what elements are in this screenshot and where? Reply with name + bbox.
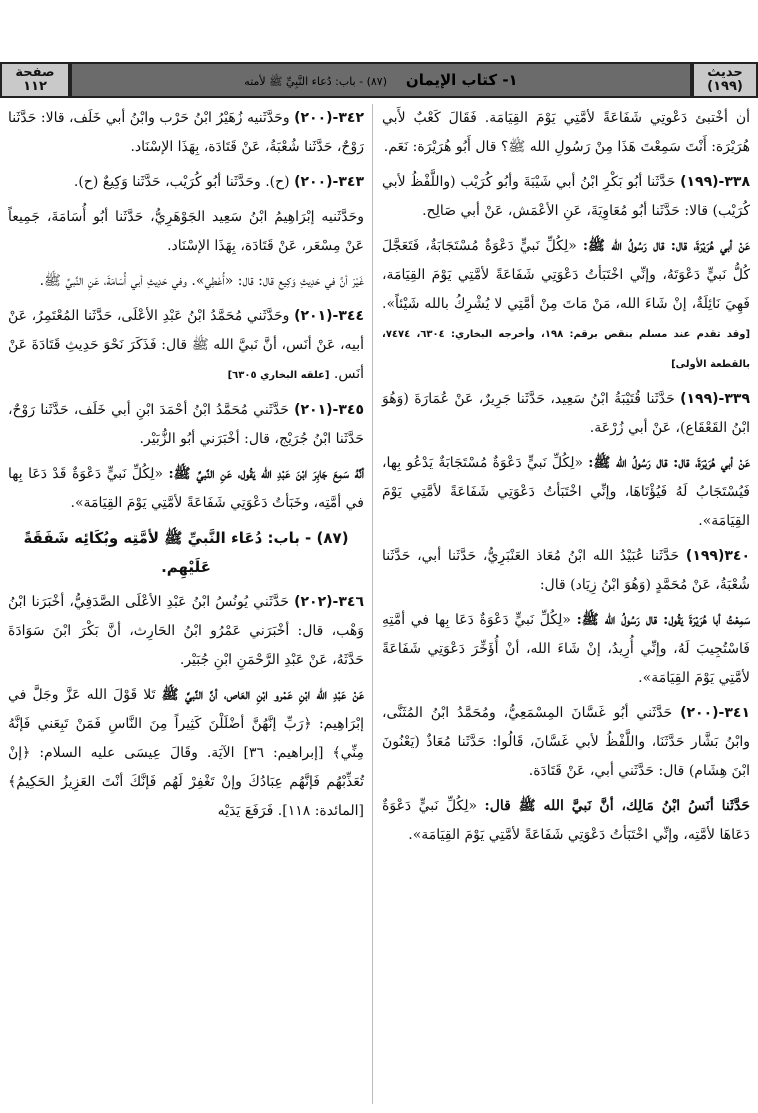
hadith-paragraph — [382, 104, 750, 162]
hadith-text: أن أخْتبئ دَعْوتِي شَفَاعَةً لأمَّتِي يَوْمَ القِيَامَة. فَقَالَ كَعْبٌ لأَبي هُرَيْرَة: أَنْتَ سَمِعْتَ هَذَا مِنْ رَسُولِ الله ﷺ؟ قال أَبُو هُرَيْرَة: نَعَم. — [382, 110, 750, 155]
hadith-paragraph — [8, 681, 364, 826]
hadith-text: حَدَّثَنا أبُو بَكْرِ ابْنُ أبي شَيْبَةَ وأبُو كُرَيْب (واللَّفْظُ لأبي كُرَيْب) قالا: حَدَّثَنا أبُو مُعَاوِيَةَ، عَنِ الأعْمَش، عَنْ أبي صَالِح. — [382, 174, 750, 219]
hadith-text: وحَدَّثَني مُحَمَّدُ ابْنُ عَبْدِ الأعْلَى، حَدَّثَنا المُعْتَمِرُ، عَنْ أبيه، عَنْ أنَس، أنَّ نَبيَّ الله ﷺ قال: فَذَكَرَ نَحْوَ حَدِيثِ قَتَادَةَ عَنْ أنَس. — [8, 308, 364, 382]
narrator-line: عَنْ عَبْدِ الله ابْنِ عَمْرو ابْنِ العَاص، أنَّ النَّبيَّ ﷺ — [161, 687, 364, 703]
hadith-paragraph — [8, 168, 364, 197]
hadith-text: حَدَّثَني أبُو غَسَّانَ المِسْمَعِيُّ، ومُحَمَّدُ ابْنُ المُثَنَّى، وابْنُ بَشَّار حَدَّثَنَا، واللَّفْظُ لأبي غَسَّانَ، قَالُوا: حَدَّثَنا مُعَاذٌ (يَعْنُونَ ابْنَ هِشَام) قال: حَدَّثَني أبي، عَنْ قَتَادَة. — [382, 705, 750, 779]
hadith-paragraph — [8, 396, 364, 454]
hadith-text: حَدَّثَني يُونُسُ ابْنُ عَبْدِ الأعْلَى الصَّدَفِيُّ، أخْبَرَنا ابْنُ وَهْب، قال: أخْبَرَني عَمْرُو ابْنُ الحَارِث، أنَّ بَكْرَ ابْنَ سَوَادَةَ حَدَّثَهُ، عَنْ عَبْدِ الرَّحْمَنِ ابْنِ جُبَيْر. — [8, 594, 364, 668]
chapter-title: (٨٧) - باب: دُعاء النَّبِيِّ ﷺ لأمته — [244, 75, 388, 88]
hadith-paragraph — [382, 232, 750, 379]
hadith-paragraph — [382, 542, 750, 600]
running-header — [70, 62, 692, 98]
hadith-text: حَدَّثَني مُحَمَّدُ ابْنُ أحْمَدَ ابْنِ أبي خَلَف، حَدَّثَنا رَوْحٌ، حَدَّثَنا ابْنُ جُرَيْج، قال: أخْبَرَني أبُو الزُّبَيْر. — [8, 402, 364, 447]
hadith-text: «لِكُلِّ نَبيٍّ دَعْوَةٌ قَدْ دَعَا بِها في أمَّتِه، وخَبَأتُ دَعْوَتِي شَفَاعَةً لأمَّتِي يَوْمَ القِيَامَة». — [8, 466, 364, 511]
reference-note: [علقه البخاري ٦٣٠٥] — [227, 370, 330, 381]
hadith-text: غَيْرَ أنَّ في حَدِيثِ وَكِيع قال: قال: «أُعْطِي». وفي حَدِيثِ أبي أُسَامَةَ، عَنِ النَّبيِّ ﷺ. — [39, 273, 364, 289]
hadith-number: ٣٤٦-(٢٠٢) — [294, 594, 365, 610]
narrator-line: عَنْ أبي هُرَيْرَةَ، قال: قال رَسُولُ الله ﷺ: — [582, 238, 750, 254]
hadith-number: ٣٤١-(٢٠٠) — [680, 705, 750, 721]
hadith-paragraph — [8, 302, 364, 390]
hadith-label: حديث — [707, 65, 743, 80]
hadith-number: ٣٤٥-(٢٠١) — [294, 402, 365, 418]
reference-note: [وقد تقدم عند مسلم بنقص برقم: ١٩٨، وأخرجه البخاري: ٦٣٠٤، ٧٤٧٤، بالقطعة الأولى] — [382, 329, 751, 370]
hadith-text: تَلا قَوْلَ الله عَزَّ وجَلَّ في إبْرَاهِيم: ﴿رَبِّ إنَّهُنَّ أضْلَلْنَ كَثِيراً مِنَ النَّاسِ فَمَنْ تَبِعَني فَإنَّهُ مِنِّي﴾ [إبراهيم: ٣٦] الآيَة. وقَالَ عِيسَى عليه السلام: ﴿إنْ تُعَذِّبْهُم فَإنَّهُم عِبَادُكَ وإنْ تَغْفِرْ لَهُم فَإنَّكَ أنْتَ العَزِيزُ الحَكِيمُ﴾ [المائدة: ١١٨]. فَرَفَعَ يَدَيْه — [8, 687, 365, 819]
column-divider — [372, 104, 373, 1104]
hadith-paragraph — [8, 460, 364, 518]
narrator-line: أنَّهُ سَمِعَ جَابِرَ ابْنَ عَبْدِ الله يَقُول، عَنِ النَّبيِّ ﷺ: — [168, 466, 365, 482]
hadith-number: ٣٣٨-(١٩٩) — [680, 174, 750, 190]
hadith-number: ٣٤٠(١٩٩) — [685, 548, 750, 564]
hadith-paragraph — [8, 203, 364, 261]
page-label: صفحة — [15, 65, 55, 80]
hadith-text: «لِكُلِّ نَبيٍّ دَعْوَةٌ مُسْتَجَابَةٌ يَدْعُو بِها، فَيُسْتَجَابُ لَهُ فَيُؤْتَاهَا، وإنِّي اخْتَبَأتُ دَعْوَتِي شَفَاعَةً لأمَّتِي يَوْمَ القِيَامَة». — [382, 455, 750, 529]
page-number: ١١٢ — [23, 79, 47, 94]
hadith-number: ٣٤٤-(٢٠١) — [294, 308, 364, 324]
hadith-text: وحَدَّثَنيه إبْرَاهِيمُ ابْنُ سَعِيد الجَوْهَرِيُّ، حَدَّثَنا أبُو أُسَامَةَ، جَمِيعاً عَنْ مِسْعَر، عَنْ قَتَادَة، بِهَذَا الإسْنَاد. — [8, 209, 364, 254]
hadith-text: (ح). وحَدَّثَنا أبُو كُرَيْب، حَدَّثَنا وَكِيعٌ (ح). — [73, 174, 290, 190]
hadith-paragraph — [382, 168, 750, 226]
hadith-number: ٣٤٢-(٢٠٠) — [294, 110, 365, 126]
left-column — [8, 104, 364, 832]
hadith-text: «لِكُلِّ نَبيٍّ دَعْوَةٌ مُسْتَجَابَةٌ، فَتَعَجَّلَ كُلُّ نَبيٍّ دَعْوَتَهُ، وإنِّي اخْتَبَأتُ دَعْوَتِي شَفَاعَةً لأمَّتِي يَوْمَ القِيَامَة، فَهِيَ نَائِلَةٌ، إنْ شَاءَ الله، مَنْ مَاتَ مِنْ أمَّتِي لا يُشْرِكُ بالله شَيْئاً». — [382, 238, 750, 312]
hadith-paragraph — [8, 267, 364, 296]
hadith-paragraph — [382, 606, 750, 693]
hadith-paragraph — [382, 449, 750, 536]
hadith-number: ٣٣٩-(١٩٩) — [680, 391, 751, 407]
hadith-paragraph — [8, 104, 364, 162]
hadith-text: وحَدَّثَنيه زُهَيْرُ ابْنُ حَرْب وابْنُ أبي خَلَف، قالا: حَدَّثَنا رَوْحٌ، حَدَّثَنا شُعْبَةُ، عَنْ قَتَادَة، بِهَذَا الإسْنَاد. — [8, 110, 364, 155]
hadith-number: (١٩٩) — [707, 79, 743, 94]
header-title — [78, 71, 684, 91]
narrator-line: عَنْ أبي هُرَيْرَةَ، قال: قال رَسُولُ الله ﷺ: — [588, 455, 750, 471]
hadith-paragraph — [382, 699, 750, 786]
hadith-paragraph — [382, 792, 750, 850]
page-number-box — [0, 62, 70, 98]
narrator-line: حَدَّثَنا أنَسُ ابْنُ مَالِك، أنَّ نَبيَّ الله ﷺ قال: — [484, 798, 751, 814]
hadith-text: «لِكُلِّ نَبيٍّ دَعْوَةٌ دَعَا بِها في أمَّتِهِ فَاسْتُجِيبَ لَهُ، وإنِّي أُرِيدُ، إنْ شَاءَ الله، أنْ أُؤَخِّرَ دَعْوَتِي شَفَاعَةً لأمَّتِي يَوْمَ القِيَامَة». — [382, 612, 750, 686]
hadith-text: حَدَّثَنا قُتَيْبَةُ ابْنُ سَعِيد، حَدَّثَنا جَرِيرٌ، عَنْ عُمَارَةَ (وَهُوَ ابْنُ القَعْقَاع)، عَنْ أبي زُرْعَة. — [382, 391, 750, 436]
hadith-text: «لِكُلِّ نَبيٍّ دَعْوَةٌ دَعَاهَا لأمَّتِه، وإنِّي اخْتَبَأتُ دَعْوَتِي شَفَاعَةً لأمَّتِي يَوْمَ القِيَامَة». — [382, 798, 750, 843]
hadith-text: حَدَّثَنا عُبَيْدُ الله ابْنُ مُعَاذ العَنْبَرِيُّ، حَدَّثَنا أبي، حَدَّثَنا شُعْبَةُ، عَنْ مُحَمَّدٍ (وَهُوَ ابْنُ زِيَاد) قال: — [382, 548, 750, 593]
hadith-paragraph — [8, 588, 364, 675]
narrator-line: سَمِعْتُ أبا هُرَيْرَةَ يَقُول: قال رَسُولُ الله ﷺ: — [576, 612, 751, 628]
hadith-paragraph — [382, 385, 750, 443]
hadith-number: ٣٤٣-(٢٠٠) — [294, 174, 364, 190]
book-title: ١- كتاب الإيمان — [405, 71, 518, 89]
chapter-heading: (٨٧) - باب: دُعَاء النَّبيِّ ﷺ لأمَّتِه وبُكَائِه شَفَقَةً عَلَيْهِم. — [23, 529, 349, 576]
hadith-number-box — [692, 62, 758, 98]
right-column — [382, 104, 750, 856]
